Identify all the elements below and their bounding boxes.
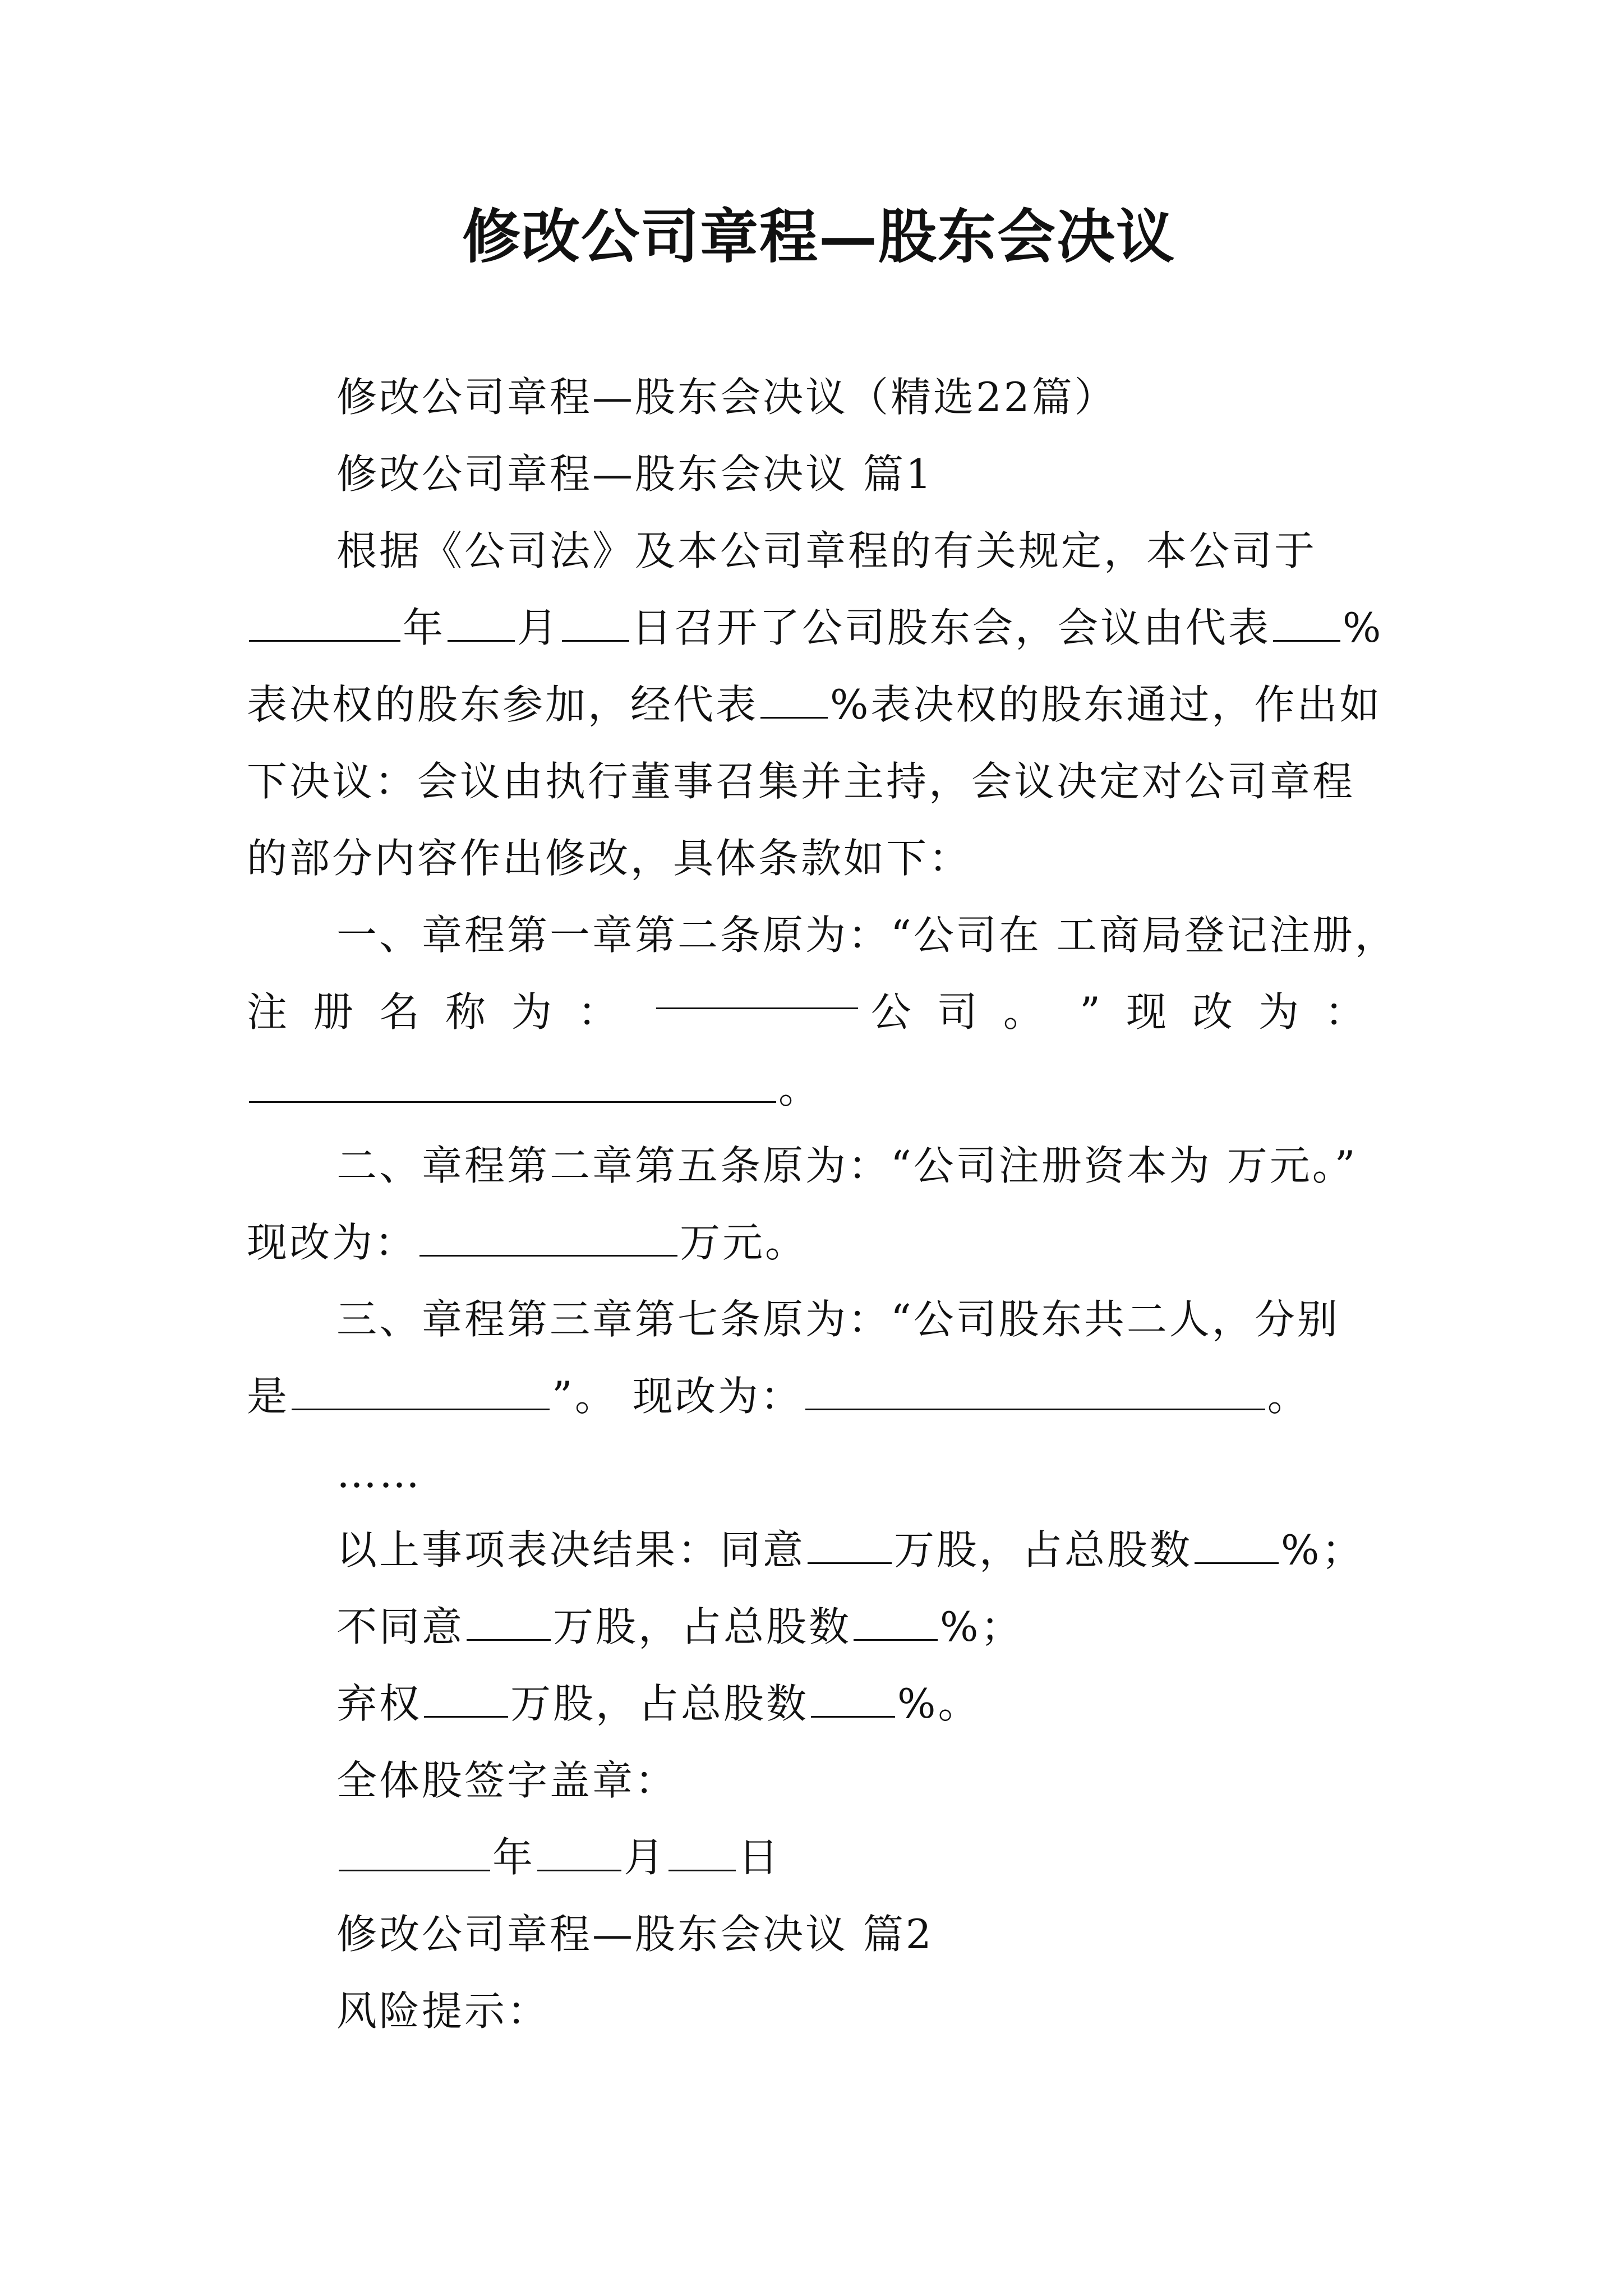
blank-new-company-name [249,1068,776,1103]
vote-disagree: 不同意 万股，占总股数 %； [336,1603,1023,1650]
blank-day [562,606,629,642]
blank-percent-attend [1273,606,1340,642]
item3-line-1: 三、章程第三章第七条原为：“公司股东共二人，分别 [336,1296,1340,1343]
document-title: 修改公司章程—股东会决议 [462,202,1175,271]
blank-year [249,606,400,642]
blank-sign-year [339,1836,490,1871]
meeting-line-1: 根据《公司法》及本公司章程的有关规定，本公司于 [336,527,1317,574]
meeting-line-4: 下决议：会议由执行董事召集并主持，会议决定对公司章程 [247,758,1355,805]
blank-abstain-percent [811,1682,895,1718]
section-heading-2: 修改公司章程—股东会决议 篇2 [336,1911,934,1958]
blank-disagree-percent [854,1605,938,1641]
blank-disagree-shares [467,1605,551,1641]
amendment-item-1 [247,897,1398,1128]
blank-new-shareholders [805,1375,1265,1410]
document-subtitle: 修改公司章程—股东会决议（精选22篇） [336,374,1117,421]
risk-label: 风险提示： [336,1987,550,2035]
vote-abstain: 弃权 万股，占总股数 %。 [336,1680,981,1727]
item2-line-1: 二、章程第二章第五条原为：“公司注册资本为 万元。” [336,1142,1358,1189]
meeting-line-2: 年 月 日召开了公司股东会，会议由代表 % [247,590,1391,666]
document-body [247,359,1398,2050]
item1-line-2: 注册名称为： 公司。 ”现改为： [247,974,1391,1051]
blank-month [448,606,515,642]
section-heading-1: 修改公司章程—股东会决议 篇1 [336,450,934,498]
meeting-line-3: 表决权的股东参加，经代表 %表决权的股东通过，作出如 [247,681,1382,728]
blank-agree-shares [808,1529,892,1564]
blank-abstain-shares [424,1682,508,1718]
document-page [247,0,1398,2296]
blank-agree-percent [1195,1529,1279,1564]
blank-company-name [656,974,858,1009]
meeting-paragraph [247,513,1391,897]
item2-line-2: 现改为： 万元。 [247,1219,808,1266]
meeting-line-5: 的部分内容作出修改，具体条款如下： [247,835,972,882]
blank-sign-month [537,1836,621,1871]
blank-new-capital [419,1221,677,1257]
blank-percent-pass [760,683,828,719]
signature-line: 全体股签字盖章： [336,1757,678,1804]
amendment-item-2 [247,1128,1391,1281]
blank-sign-day [668,1836,736,1871]
item1-line-3: 。 [247,1051,1391,1128]
amendment-item-3 [247,1281,1391,1435]
ellipsis: …… [336,1450,422,1497]
date-line: 年 月 日 [247,1819,1391,1896]
blank-shareholders [292,1375,550,1410]
vote-agree: 以上事项表决结果：同意 万股，占总股数 %； [336,1526,1364,1573]
item1-line-1: 一、章程第一章第二条原为：“公司在 工商局登记注册， [336,912,1398,959]
item3-line-2: 是 ”。 现改为： 。 [247,1373,1310,1420]
